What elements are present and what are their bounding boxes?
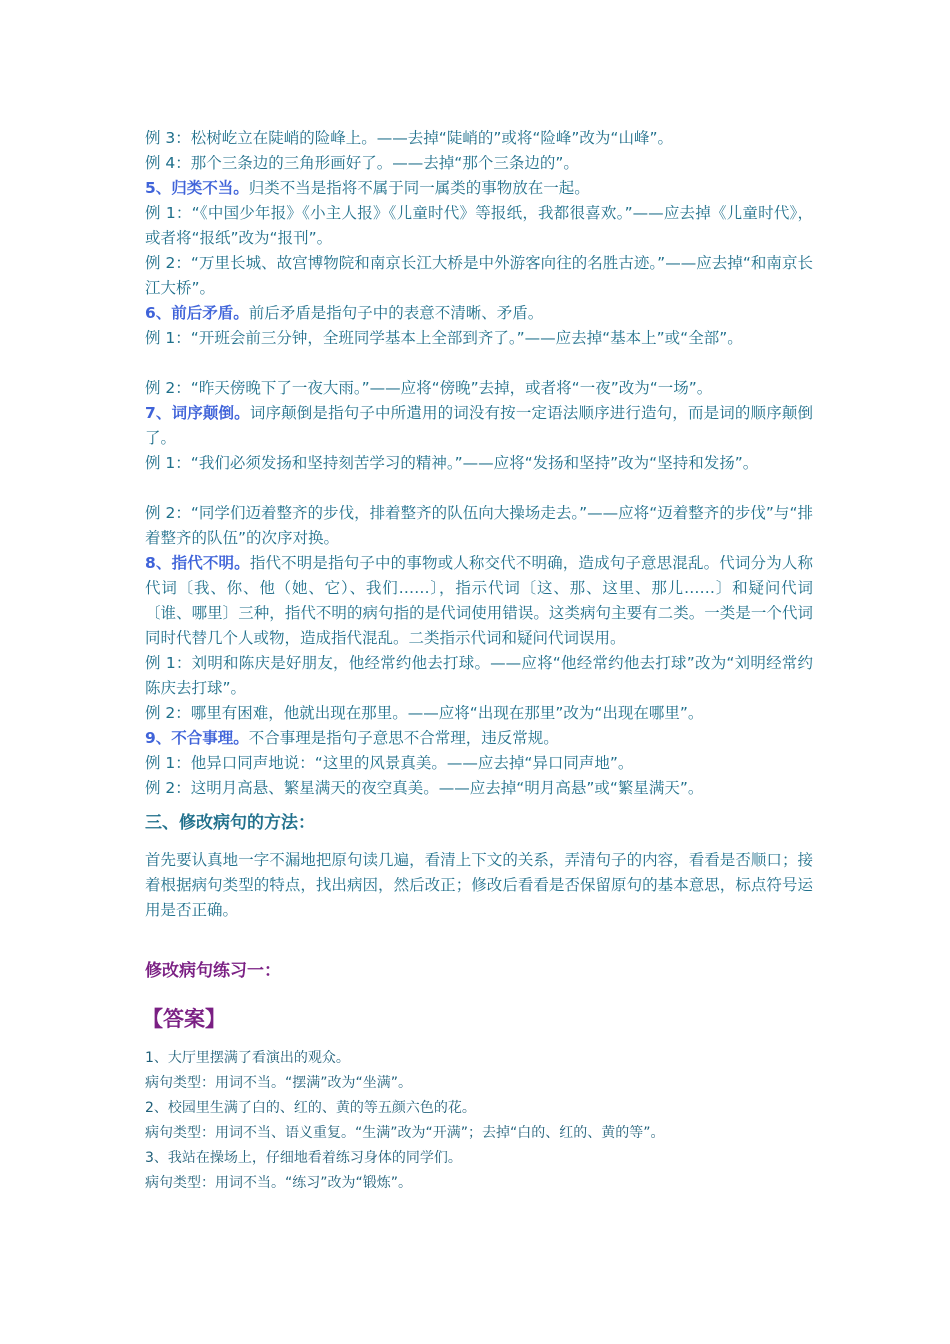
example-line: 例 2：哪里有困难，他就出现在那里。——应将“出现在那里”改为“出现在哪里”。	[145, 704, 704, 722]
answer-item: 1、大厅里摆满了看演出的观众。	[145, 1050, 350, 1066]
category-heading: 9、不合事理。	[145, 729, 249, 747]
exercise-heading: 修改病句练习一：	[145, 961, 281, 981]
example-line: 例 2：“昨天傍晚下了一夜大雨。”——应将“傍晚”去掉，或者将“一夜”改为“一场”。	[145, 379, 713, 397]
category-description: 不合事理是指句子意思不合常理，违反常规。	[248, 729, 559, 747]
answer-explanation: 病句类型：用词不当、语义重复。“生满”改为“开满”；去掉“白的、红的、黄的等”。	[145, 1125, 665, 1141]
category-description: 归类不当是指将不属于同一属类的事物放在一起。	[248, 179, 590, 197]
example-line: 例 4：那个三条边的三角形画好了。——去掉“那个三条边的”。	[145, 154, 579, 172]
example-line: 例 2：“同学们迈着整齐的步伐，排着整齐的队伍向大操场走去。”——应将“迈着整齐的步伐”与“排着整齐的队伍”的次序对换。	[145, 504, 813, 547]
category-paragraph-9	[145, 726, 813, 751]
category-heading: 8、指代不明。	[145, 554, 250, 572]
answer-item: 2、校园里生满了白的、红的、黄的等五颜六色的花。	[145, 1100, 476, 1116]
category-heading: 7、词序颠倒。	[145, 404, 250, 422]
answer-heading: 【答案】	[142, 1007, 226, 1031]
category-paragraph-7	[145, 401, 813, 451]
category-paragraph-5	[145, 176, 813, 201]
category-heading: 5、归类不当。	[145, 179, 249, 197]
category-paragraph-8	[145, 551, 813, 651]
example-line: 例 2：“万里长城、故宫博物院和南京长江大桥是中外游客向往的名胜古迹。”——应去掉“和南京长江大桥”。	[145, 254, 813, 297]
category-paragraph-6	[145, 301, 813, 326]
section-heading: 三、修改病句的方法：	[145, 813, 315, 833]
answer-explanation: 病句类型：用词不当。“练习”改为“锻炼”。	[145, 1175, 413, 1191]
category-description: 指代不明是指句子中的事物或人称交代不明确，造成句子意思混乱。代词分为人称代词〔我、你、他（她、它）、我们……〕，指示代词〔这、那、这里、那儿……〕和疑问代词〔谁、哪里〕三种，指代不明的病句指的是代词使用错误。这类病句主要有二类。一类是一个代词同时代替几个人或物，造成指代混乱。二类指示代词和疑问代词误用。	[145, 554, 813, 647]
example-line: 例 1：“开班会前三分钟，全班同学基本上全部到齐了。”——应去掉“基本上”或“全部”。	[145, 329, 743, 347]
example-line: 例 1：他异口同声地说：“这里的风景真美。——应去掉“异口同声地”。	[145, 754, 634, 772]
category-description: 前后矛盾是指句子中的表意不清晰、矛盾。	[248, 304, 544, 322]
category-heading: 6、前后矛盾。	[145, 304, 249, 322]
example-line: 例 1：“我们必须发扬和坚持刻苦学习的精神。”——应将“发扬和坚持”改为“坚持和发扬”。	[145, 454, 759, 472]
example-line: 例 1：“《中国少年报》《小主人报》《儿童时代》等报纸，我都很喜欢。”——应去掉《儿童时代》，或者将“报纸”改为“报刊”。	[145, 204, 813, 247]
example-line: 例 2：这明月高悬、繁星满天的夜空真美。——应去掉“明月高悬”或“繁星满天”。	[145, 779, 704, 797]
example-line: 例 3：松树屹立在陡峭的险峰上。——去掉“陡峭的”或将“险峰”改为“山峰”。	[145, 129, 673, 147]
example-line: 例 1：刘明和陈庆是好朋友，他经常约他去打球。——应将“他经常约他去打球”改为“刘明经常约陈庆去打球”。	[145, 654, 813, 697]
answer-item: 3、我站在操场上，仔细地看着练习身体的同学们。	[145, 1150, 462, 1166]
section-paragraph: 首先要认真地一字不漏地把原句读几遍，看清上下文的关系，弄清句子的内容，看看是否顺口；接着根据病句类型的特点，找出病因，然后改正；修改后看看是否保留原句的基本意思，标点符号运用是否正确。	[145, 851, 813, 919]
answer-explanation: 病句类型：用词不当。“摆满”改为“坐满”。	[145, 1075, 413, 1091]
category-description: 词序颠倒是指句子中所遣用的词没有按一定语法顺序进行造句，而是词的顺序颠倒了。	[145, 404, 813, 447]
